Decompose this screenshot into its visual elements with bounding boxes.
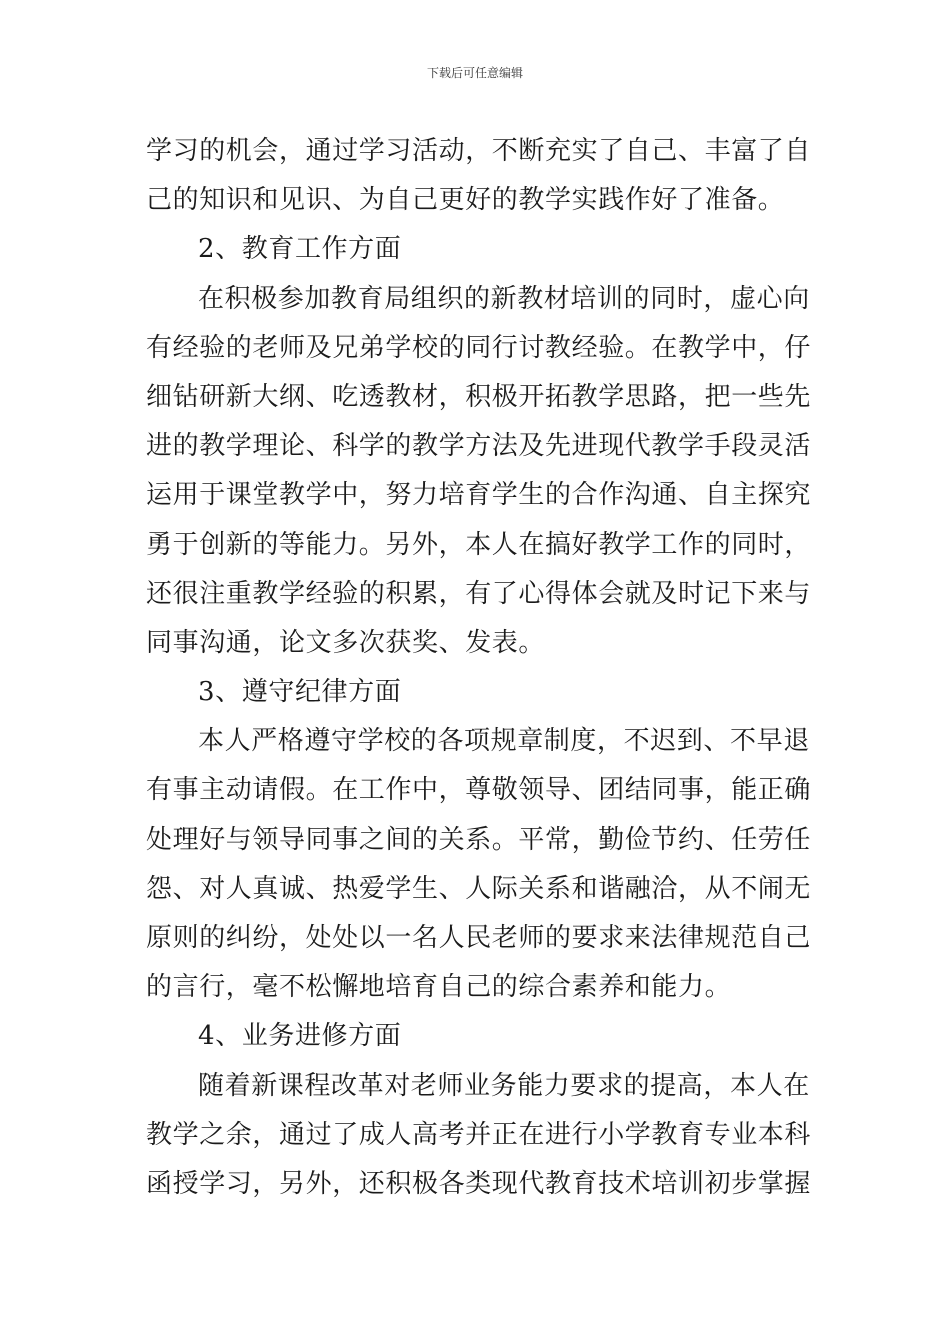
paragraph-first-line: 随着新课程改革对老师业务能力要求的提高，本人在 [198,1070,810,1101]
section-heading: 3、遵守纪律方面 [198,677,402,708]
body-line: 勇于创新的等能力。另外，本人在搞好教学工作的同时， [146,529,812,560]
paragraph-first-line: 本人严格遵守学校的各项规章制度，不迟到、不早退 [198,726,810,757]
document-body [146,127,812,1209]
body-line: 有经验的老师及兄弟学校的同行讨教经验。在教学中，仔 [146,332,812,363]
body-line: 运用于课堂教学中，努力培育学生的合作沟通、自主探究 [146,480,812,511]
body-line: 函授学习，另外，还积极各类现代教育技术培训初步掌握 [146,1168,812,1199]
body-line: 进的教学理论、科学的教学方法及先进现代教学手段灵活 [146,431,812,462]
body-line: 己的知识和见识、为自己更好的教学实践作好了准备。 [146,185,785,216]
body-line: 学习的机会，通过学习活动，不断充实了自己、丰富了自 [146,136,812,166]
body-line: 的言行，毫不松懈地培育自己的综合素养和能力。 [146,972,732,1003]
body-line: 处理好与领导同事之间的关系。平常，勤俭节约、任劳任 [146,824,812,855]
body-line: 同事沟通，论文多次获奖、发表。 [146,627,546,658]
paragraph-first-line: 在积极参加教育局组织的新教材培训的同时，虚心向 [198,283,810,314]
body-line: 原则的纠纷，处处以一名人民老师的要求来法律规范自己 [146,923,812,953]
body-line: 怨、对人真诚、热爱学生、人际关系和谐融洽，从不闹无 [146,873,812,904]
page-header: 下载后可任意编辑 [426,66,523,80]
body-line: 细钻研新大纲、吃透教材，积极开拓教学思路，把一些先 [146,381,812,412]
body-line: 有事主动请假。在工作中，尊敬领导、团结同事，能正确 [146,775,812,806]
body-line: 还很注重教学经验的积累，有了心得体会就及时记下来与 [146,578,812,609]
section-heading: 4、业务进修方面 [198,1021,402,1052]
section-heading: 2、教育工作方面 [198,234,402,265]
body-line: 教学之余，通过了成人高考并正在进行小学教育专业本科 [146,1119,812,1150]
